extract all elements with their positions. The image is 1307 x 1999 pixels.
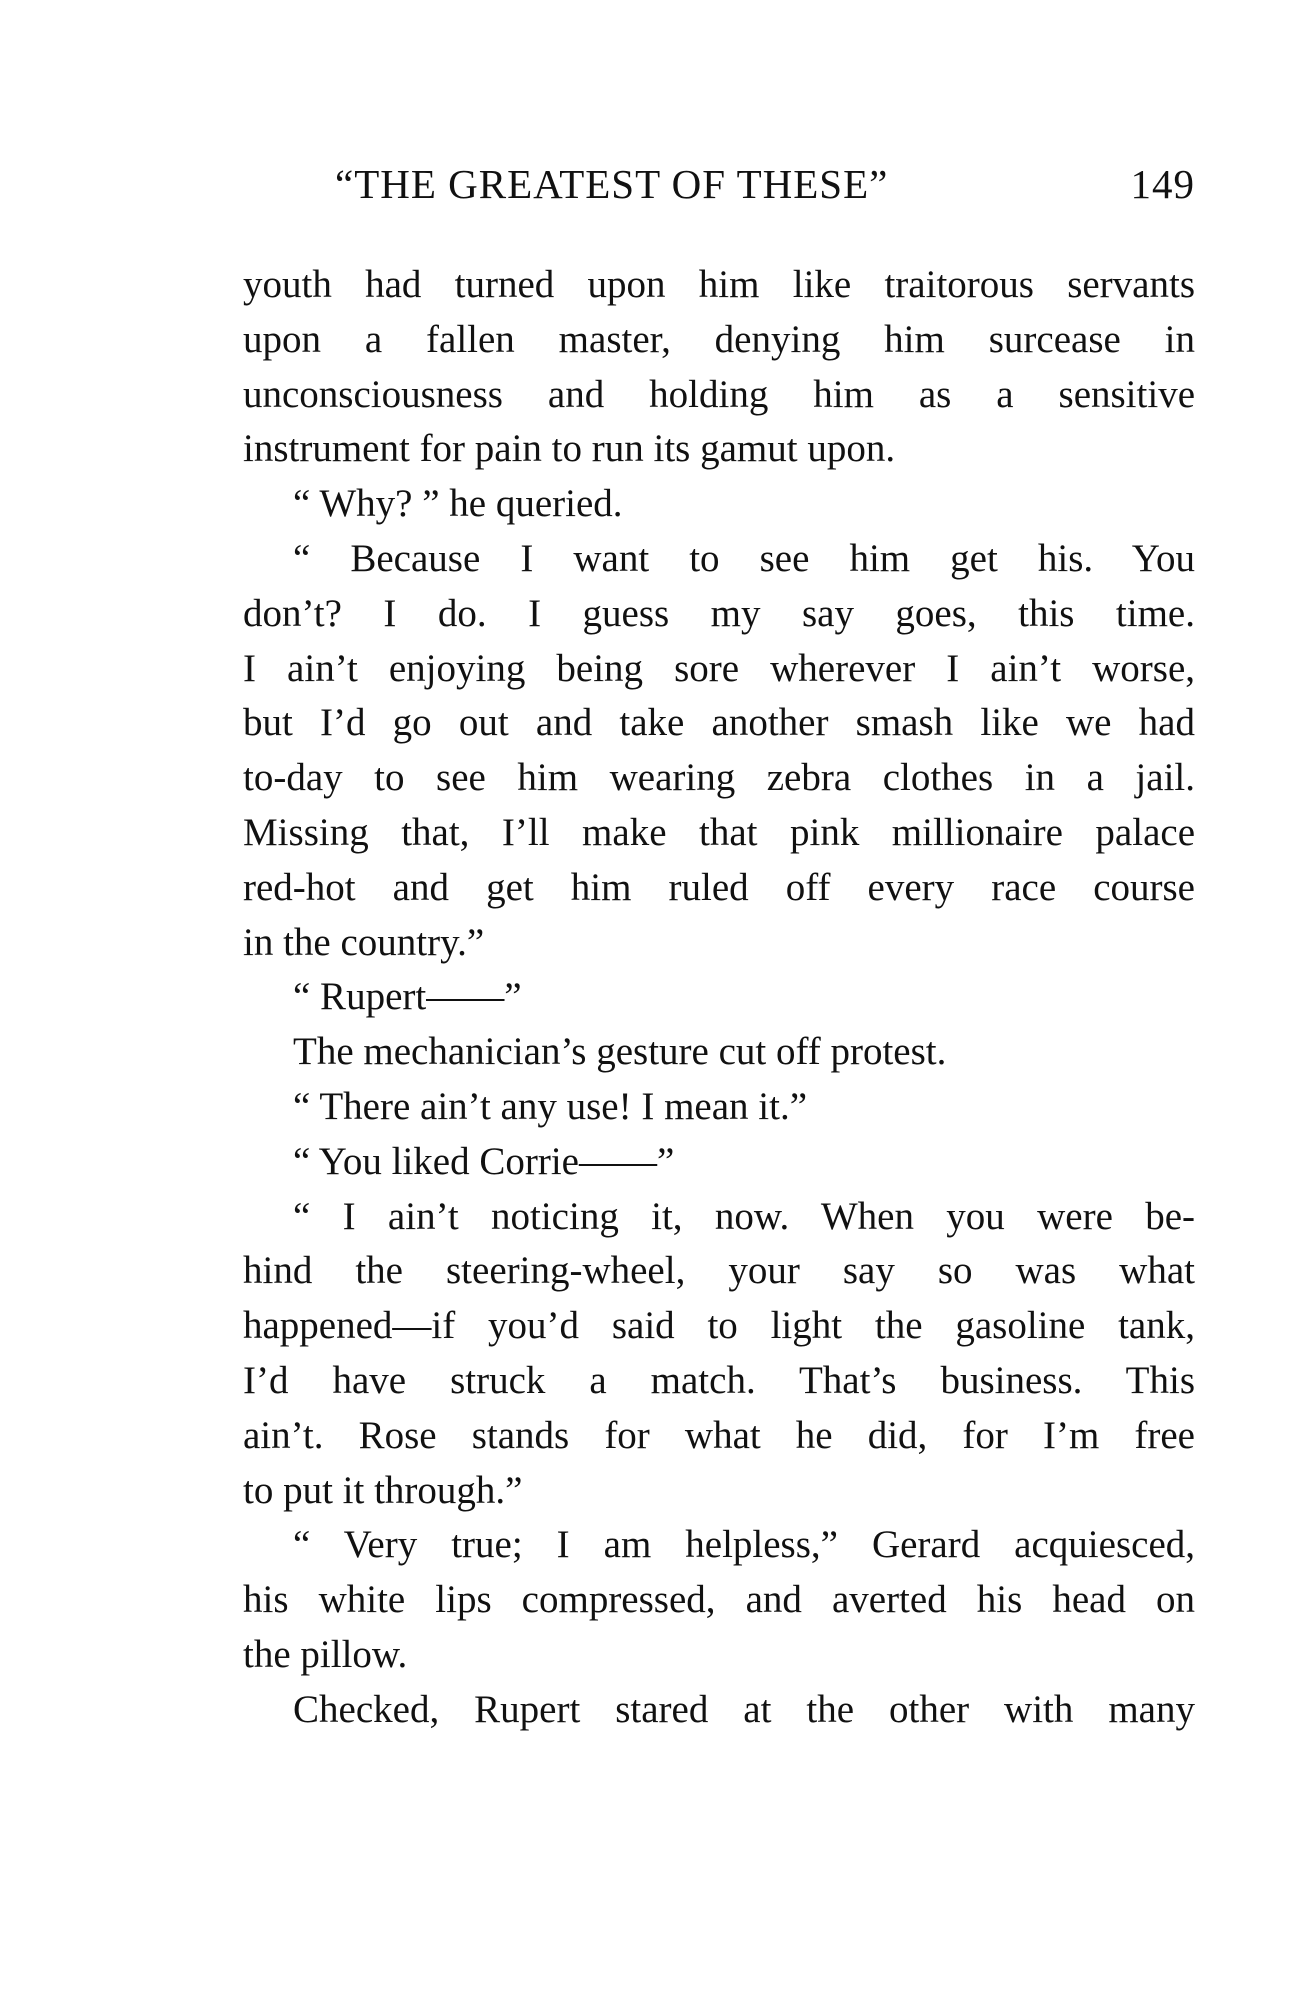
text-line: I ain’t enjoying being sore wherever I ain’t worse,	[243, 646, 1195, 690]
text-line: instrument for pain to run its gamut upon.	[243, 427, 896, 471]
body-text	[243, 258, 1195, 1738]
text-line: to-day to see him wearing zebra clothes in a jail.	[243, 756, 1195, 800]
text-line: to put it through.”	[243, 1468, 523, 1512]
text-line: “ Rupert——”	[293, 975, 522, 1019]
running-head	[335, 160, 1195, 220]
page-number: 149	[1130, 161, 1195, 207]
text-line: hind the steering-wheel, your say so was what	[243, 1249, 1195, 1293]
text-line: “ Why? ” he queried.	[293, 482, 623, 526]
text-line: ain’t. Rose stands for what he did, for I’m free	[243, 1413, 1195, 1457]
text-line: don’t? I do. I guess my say goes, this time.	[243, 591, 1195, 635]
text-line: upon a fallen master, denying him surcease in	[243, 317, 1195, 361]
text-line: Missing that, I’ll make that pink millionaire palace	[243, 810, 1195, 854]
text-line: unconsciousness and holding him as a sensitive	[243, 372, 1195, 416]
text-line: youth had turned upon him like traitorous servants	[243, 263, 1195, 306]
text-line: I’d have struck a match. That’s business. This	[243, 1358, 1195, 1402]
text-line: “ I ain’t noticing it, now. When you were be-	[293, 1194, 1195, 1238]
text-line: Checked, Rupert stared at the other with many	[293, 1687, 1195, 1731]
text-line: his white lips compressed, and averted his head on	[243, 1578, 1195, 1622]
text-line: happened—if you’d said to light the gasoline tank,	[243, 1304, 1195, 1348]
text-line: but I’d go out and take another smash like we had	[243, 701, 1195, 745]
text-line: the pillow.	[243, 1632, 408, 1676]
text-line: “ Very true; I am helpless,” Gerard acquiesced,	[293, 1523, 1195, 1567]
chapter-title: “THE GREATEST OF THESE”	[335, 161, 889, 207]
text-line: “ There ain’t any use! I mean it.”	[293, 1084, 808, 1128]
text-line: The mechanician’s gesture cut off protest.	[293, 1030, 947, 1074]
text-line: in the country.”	[243, 920, 485, 964]
text-line: “ Because I want to see him get his. You	[293, 536, 1195, 580]
text-line: red-hot and get him ruled off every race course	[243, 865, 1195, 909]
text-line: “ You liked Corrie——”	[293, 1139, 675, 1183]
